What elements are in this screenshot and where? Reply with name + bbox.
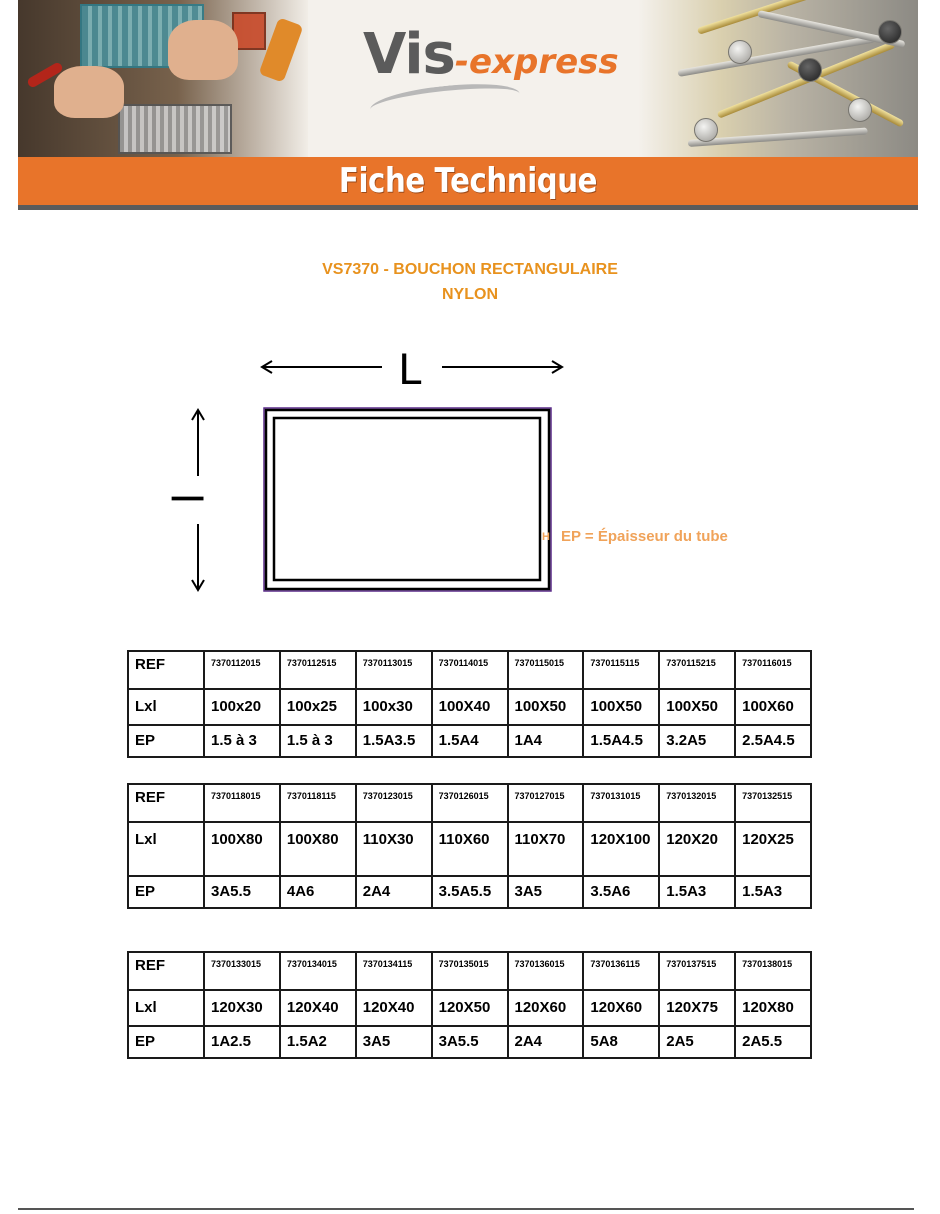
ref-cell: 7370123015 [356, 784, 432, 822]
inner-frame [274, 418, 540, 580]
ep-cell: 1.5A3 [659, 876, 735, 908]
header-banner [18, 0, 918, 157]
ep-marker-icon: H [542, 531, 550, 543]
table-row [128, 990, 811, 1026]
ep-cell: 2A5.5 [735, 1026, 811, 1058]
lxl-cell: 100X40 [432, 689, 508, 725]
table-row [128, 725, 811, 757]
ep-cell: 3.2A5 [659, 725, 735, 757]
ref-cell: 7370112515 [280, 651, 356, 689]
diagram-drawing [170, 340, 770, 600]
ep-cell: 1.5 à 3 [204, 725, 280, 757]
ref-cell: 7370132515 [735, 784, 811, 822]
ref-cell: 7370115115 [583, 651, 659, 689]
banner-title: Fiche Technique [338, 161, 598, 201]
lxl-cell: 120X80 [735, 990, 811, 1026]
lxl-label: Lxl [128, 822, 204, 876]
length-label: L [398, 345, 422, 394]
logo-express-text: -express [454, 42, 619, 82]
ref-cell: 7370113015 [356, 651, 432, 689]
table-row [128, 822, 811, 876]
lxl-cell: 120X60 [508, 990, 584, 1026]
ep-row-label: EP [128, 876, 204, 908]
logo-vis-text: Vis [363, 22, 455, 87]
lxl-label: Lxl [128, 990, 204, 1026]
ep-cell: 1.5 à 3 [280, 725, 356, 757]
lxl-cell: 120X60 [583, 990, 659, 1026]
ref-cell: 7370127015 [508, 784, 584, 822]
ep-cell: 2.5A4.5 [735, 725, 811, 757]
lxl-cell: 100x30 [356, 689, 432, 725]
ep-cell: 5A8 [583, 1026, 659, 1058]
table-row [128, 651, 811, 689]
ep-cell: 1.5A4 [432, 725, 508, 757]
workshop-photo [18, 0, 308, 157]
spec-table-1 [127, 650, 812, 758]
ep-cell: 4A6 [280, 876, 356, 908]
width-label: l [161, 492, 211, 505]
ep-cell: 3A5 [508, 876, 584, 908]
ref-cell: 7370133015 [204, 952, 280, 990]
spec-table-2 [127, 783, 812, 909]
lxl-cell: 100X80 [204, 822, 280, 876]
ref-cell: 7370112015 [204, 651, 280, 689]
spec-table-3 [127, 951, 812, 1059]
ep-row-label: EP [128, 725, 204, 757]
lxl-cell: 120X30 [204, 990, 280, 1026]
lxl-cell: 100x25 [280, 689, 356, 725]
table-row [128, 1026, 811, 1058]
ep-cell: 2A4 [508, 1026, 584, 1058]
ep-cell: 3A5 [356, 1026, 432, 1058]
ref-label: REF [128, 651, 204, 689]
dimension-diagram [161, 340, 770, 600]
ep-cell: 1.5A3.5 [356, 725, 432, 757]
table-row [128, 876, 811, 908]
ref-cell: 7370118015 [204, 784, 280, 822]
ref-cell: 7370136015 [508, 952, 584, 990]
table-row [128, 784, 811, 822]
lxl-label: Lxl [128, 689, 204, 725]
ep-cell: 3A5.5 [204, 876, 280, 908]
footer-divider [18, 1208, 914, 1210]
ref-cell: 7370134115 [356, 952, 432, 990]
lxl-cell: 110X60 [432, 822, 508, 876]
ep-cell: 3A5.5 [432, 1026, 508, 1058]
ref-cell: 7370137515 [659, 952, 735, 990]
vis-express-logo [363, 22, 619, 87]
lxl-cell: 100X50 [508, 689, 584, 725]
ep-cell: 1.5A4.5 [583, 725, 659, 757]
lxl-cell: 100X50 [583, 689, 659, 725]
ref-label: REF [128, 952, 204, 990]
lxl-cell: 110X70 [508, 822, 584, 876]
lxl-cell: 120X75 [659, 990, 735, 1026]
lxl-cell: 120X40 [280, 990, 356, 1026]
ep-cell: 3.5A6 [583, 876, 659, 908]
lxl-cell: 100x20 [204, 689, 280, 725]
ref-cell: 7370138015 [735, 952, 811, 990]
ref-cell: 7370126015 [432, 784, 508, 822]
lxl-cell: 120X40 [356, 990, 432, 1026]
product-title-line2: NYLON [442, 286, 498, 303]
ep-cell: 2A5 [659, 1026, 735, 1058]
fiche-technique-band [18, 157, 918, 210]
ref-label: REF [128, 784, 204, 822]
outer-frame [264, 408, 551, 591]
ep-cell: 1.5A3 [735, 876, 811, 908]
ep-legend: EP = Épaisseur du tube [561, 528, 728, 545]
ref-cell: 7370116015 [735, 651, 811, 689]
screws-photo [638, 0, 918, 157]
ref-cell: 7370115015 [508, 651, 584, 689]
ep-row-label: EP [128, 1026, 204, 1058]
table-row [128, 952, 811, 990]
ref-cell: 7370136115 [583, 952, 659, 990]
ep-cell: 1.5A2 [280, 1026, 356, 1058]
ref-cell: 7370134015 [280, 952, 356, 990]
ep-cell: 2A4 [356, 876, 432, 908]
lxl-cell: 120X20 [659, 822, 735, 876]
lxl-cell: 120X50 [432, 990, 508, 1026]
ref-cell: 7370114015 [432, 651, 508, 689]
lxl-cell: 100X80 [280, 822, 356, 876]
ref-cell: 7370115215 [659, 651, 735, 689]
product-title-line1: VS7370 - BOUCHON RECTANGULAIRE [322, 261, 618, 278]
ref-cell: 7370131015 [583, 784, 659, 822]
ep-cell: 3.5A5.5 [432, 876, 508, 908]
ep-cell: 1A4 [508, 725, 584, 757]
ref-cell: 7370132015 [659, 784, 735, 822]
table-row [128, 689, 811, 725]
ref-cell: 7370135015 [432, 952, 508, 990]
lxl-cell: 100X60 [735, 689, 811, 725]
lxl-cell: 120X100 [583, 822, 659, 876]
ep-cell: 1A2.5 [204, 1026, 280, 1058]
lxl-cell: 120X25 [735, 822, 811, 876]
lxl-cell: 100X50 [659, 689, 735, 725]
lxl-cell: 110X30 [356, 822, 432, 876]
ref-cell: 7370118115 [280, 784, 356, 822]
